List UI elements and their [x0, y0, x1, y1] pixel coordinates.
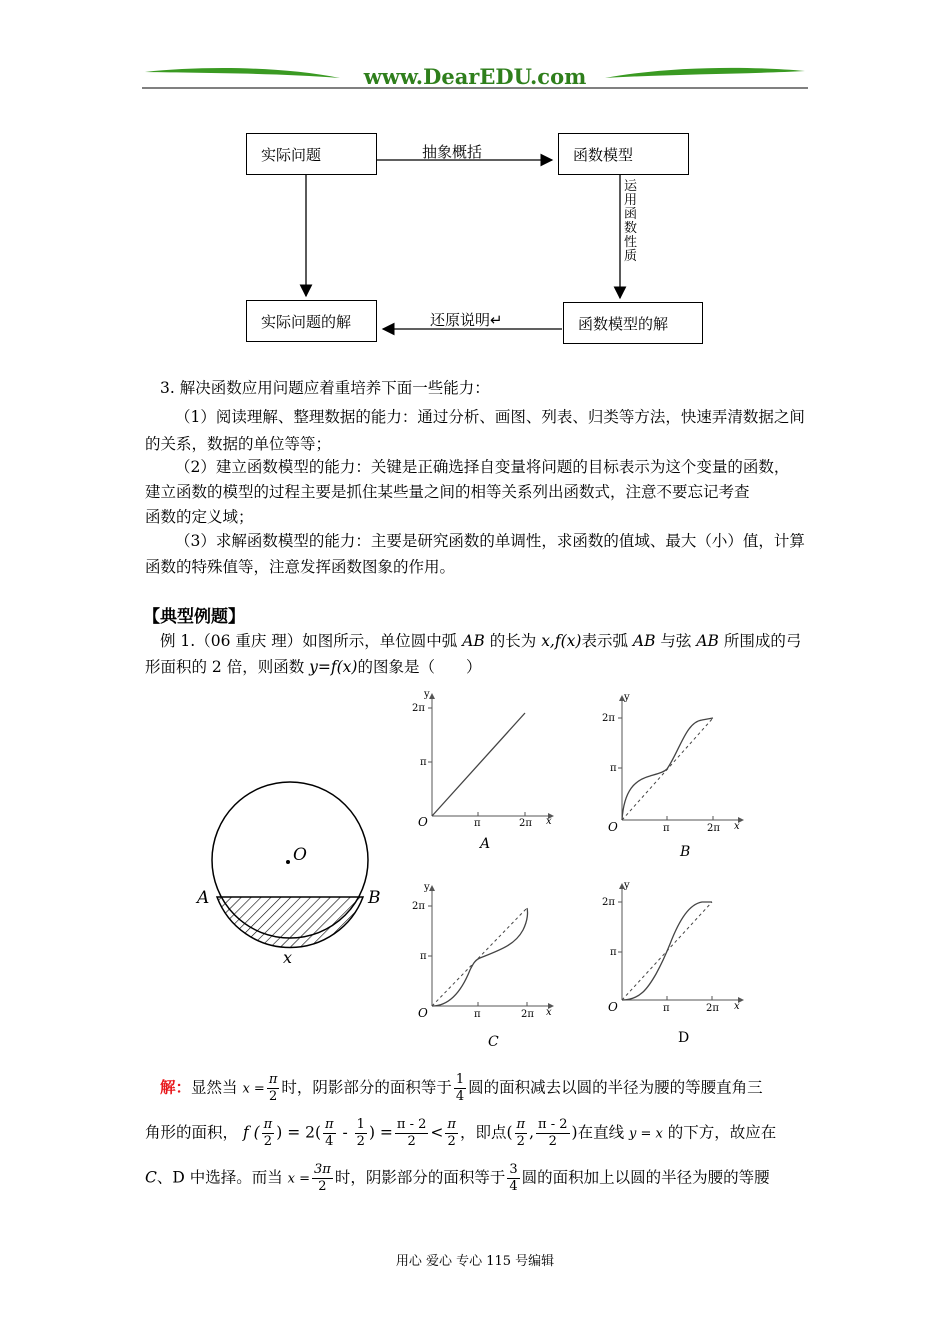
graph-c-tick-2pi-x: 2π	[521, 1009, 534, 1020]
ability-2-line-3: 函数的定义域；	[145, 508, 254, 526]
graph-c-y-label: y	[424, 882, 430, 893]
site-logo: www.DearEDU.com	[363, 64, 587, 89]
graph-a-y-label: y	[424, 689, 430, 700]
page-footer: 用心 爱心 专心 115 号编辑	[395, 1254, 555, 1269]
circle-arc-label: x	[283, 948, 293, 967]
graph-a-x-label: x	[546, 816, 552, 827]
graph-d-caption: D	[678, 1030, 690, 1046]
graph-b-origin: O	[608, 820, 618, 834]
example-1-line-2: 形面积的 2 倍，则函数 y=f(x)的图象是（ ）	[145, 658, 482, 676]
ability-2-line-1: （2）建立函数模型的能力：关键是正确选择自变量将问题的目标表示为这个变量的函数，	[175, 458, 790, 476]
graph-c-tick-pi-x: π	[474, 1009, 481, 1020]
ability-1-line-2: 的关系，数据的单位等等；	[145, 435, 332, 453]
flow-box-problem: 实际问题	[246, 133, 377, 175]
graph-b-tick-pi-y: π	[610, 763, 617, 774]
graph-a	[400, 688, 570, 858]
section-heading: 【典型例题】	[143, 607, 245, 627]
graph-d-origin: O	[608, 1000, 618, 1014]
flow-box-problem-solution: 实际问题的解	[246, 300, 377, 342]
circle-center-label: O	[293, 845, 307, 865]
graph-b-tick-2pi-x: 2π	[707, 823, 720, 834]
graph-d-tick-2pi-x: 2π	[706, 1003, 719, 1014]
flow-label-restore: 还原说明↵	[430, 311, 503, 329]
solution-line-2: 角形的面积， f ( $\frac{\pi}{2}$ ) = 2( $\frac{\pi}{4}$ - $\frac{1}{2}$ ) = $\frac{\pi - 2}{2}$ < $\frac{\pi}{2}$ ，即点( $\frac{\pi}{2}$ , $\frac{\pi - 2}{2}$ )在直线 y = x 的下方，故应在	[145, 1117, 777, 1149]
ability-1-line-1: （1）阅读理解、整理数据的能力：通过分析、画图、列表、归类等方法，快速弄清数据之间	[175, 408, 805, 426]
graph-c-x-label: x	[546, 1007, 552, 1018]
graph-d-y-label: y	[624, 880, 630, 891]
item-3: 3. 解决函数应用问题应着重培养下面一些能力：	[160, 379, 490, 397]
ability-2-line-2: 建立函数的模型的过程主要是抓住某些量之间的相等关系列出函数式，注意不要忘记考查	[145, 483, 750, 501]
graph-c	[400, 880, 570, 1055]
graph-c-caption: C	[488, 1034, 499, 1050]
graph-a-tick-pi-y: π	[420, 757, 427, 768]
graph-a-origin: O	[418, 815, 428, 829]
graph-d-tick-pi-y: π	[610, 947, 617, 958]
graph-b-y-label: y	[624, 692, 630, 703]
graph-b-tick-pi-x: π	[663, 823, 670, 834]
solution-line-1: 解：显然当 x = $\frac{\pi}{2}$ 时，阴影部分的面积等于 $\frac{1}{4}$ 圆的面积减去以圆的半径为腰的等腰直角三	[160, 1072, 763, 1104]
graph-b-x-label: x	[734, 821, 740, 832]
graph-c-origin: O	[418, 1006, 428, 1020]
graph-b-tick-2pi-y: 2π	[602, 713, 615, 724]
graph-a-tick-pi-x: π	[474, 818, 481, 829]
ability-3-line-2: 函数的特殊值等，注意发挥函数图象的作用。	[145, 558, 456, 576]
graph-b	[590, 690, 760, 865]
graph-c-tick-pi-y: π	[420, 951, 427, 962]
graph-a-tick-2pi-x: 2π	[519, 818, 532, 829]
circle-point-b-label: B	[368, 888, 381, 908]
flow-box-model: 函数模型	[558, 133, 689, 175]
example-1-line-1: 例 1.（06 重庆 理）如图所示，单位圆中弧 AB 的长为 x,f(x)表示弧 AB 与弦 AB 所围成的弓	[160, 632, 802, 650]
graph-a-tick-2pi-y: 2π	[412, 703, 425, 714]
graph-b-caption: B	[680, 844, 691, 860]
graph-a-caption: A	[480, 836, 491, 852]
circle-point-a-label: A	[197, 888, 210, 908]
graph-c-tick-2pi-y: 2π	[412, 901, 425, 912]
graph-d-tick-pi-x: π	[663, 1003, 670, 1014]
graph-d-x-label: x	[734, 1001, 740, 1012]
flow-box-model-solution: 函数模型的解	[563, 302, 703, 344]
graph-d	[590, 878, 760, 1053]
flow-label-apply: 运用函数性质	[624, 179, 638, 264]
flowchart-arrows	[0, 0, 950, 360]
flow-label-abstract: 抽象概括	[422, 143, 483, 161]
ability-3-line-1: （3）求解函数模型的能力：主要是研究函数的单调性，求函数的值域、最大（小）值，计算	[175, 532, 805, 550]
solution-line-3: C、D 中选择。而当 x = $\frac{3\pi}{2}$ 时，阴影部分的面积等于 $\frac{3}{4}$ 圆的面积加上以圆的半径为腰的等腰	[145, 1162, 770, 1194]
unit-circle-figure	[190, 760, 390, 975]
graph-d-tick-2pi-y: 2π	[602, 897, 615, 908]
